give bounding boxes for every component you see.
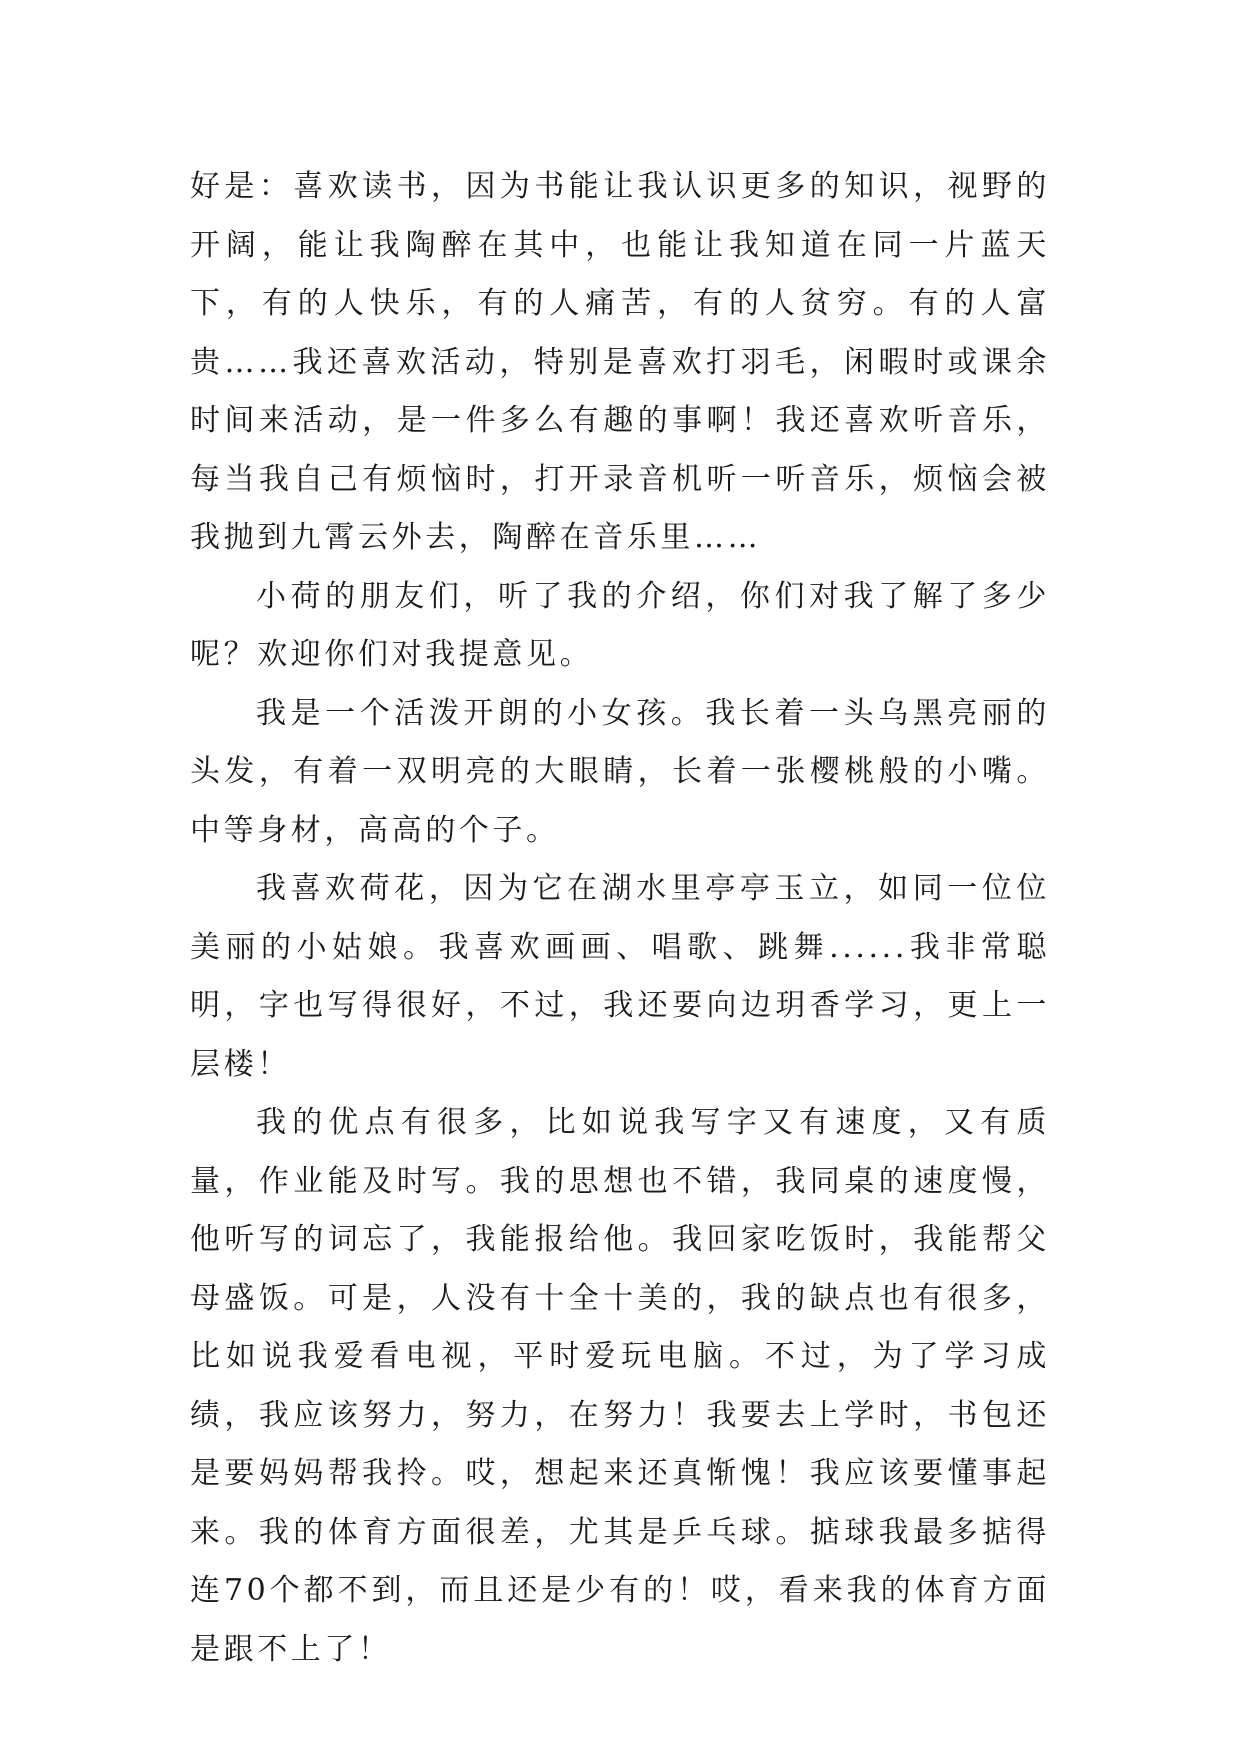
paragraph-hobbies: 好是：喜欢读书，因为书能让我认识更多的知识，视野的开阔，能让我陶醉在其中，也能让我知道在同一片蓝天下，有的人快乐，有的人痛苦，有的人贫穷。有的人富贵……我还喜欢活动，特别是喜欢打羽毛，闲暇时或课余时间来活动，是一件多么有趣的事啊！我还喜欢听音乐，每当我自己有烦恼时，打开录音机听一听音乐，烦恼会被我抛到九霄云外去，陶醉在音乐里…… — [190, 169, 1050, 555]
paragraph-lotus: 我喜欢荷花，因为它在湖水里亭亭玉立，如同一位位美丽的小姑娘。我喜欢画画、唱歌、跳舞......我非常聪明，字也写得很好，不过，我还要向边玥香学习，更上一层楼！ — [190, 871, 1050, 1082]
paragraph-friends: 小荷的朋友们，听了我的介绍，你们对我了解了多少呢？欢迎你们对我提意见。 — [190, 578, 1050, 672]
paragraph-appearance: 我是一个活泼开朗的小女孩。我长着一头乌黑亮丽的头发，有着一双明亮的大眼睛，长着一张樱桃般的小嘴。中等身材，高高的个子。 — [190, 695, 1050, 848]
document-body — [190, 158, 1050, 1679]
paragraph-strengths-weaknesses: 我的优点有很多，比如说我写字又有速度，又有质量，作业能及时写。我的思想也不错，我同桌的速度慢，他听写的词忘了，我能报给他。我回家吃饭时，我能帮父母盛饭。可是，人没有十全十美的，我的缺点也有很多，比如说我爱看电视，平时爱玩电脑。不过，为了学习成绩，我应该努力，努力，在努力！我要去上学时，书包还是要妈妈帮我拎。哎，想起来还真惭愧！我应该要懂事起来。我的体育方面很差，尤其是乒乓球。掂球我最多掂得连70个都不到，而且还是少有的！哎，看来我的体育方面是跟不上了！ — [190, 1105, 1050, 1667]
